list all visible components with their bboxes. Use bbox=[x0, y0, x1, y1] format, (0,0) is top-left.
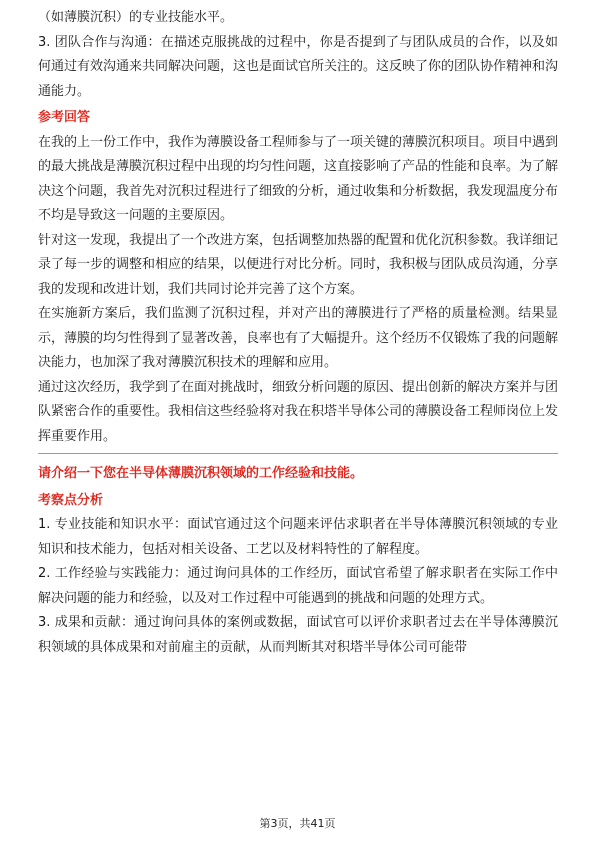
answer-paragraph: 针对这一发现，我提出了一个改进方案，包括调整加热器的配置和优化沉积参数。我详细记录了每一步的调整和相应的结果，以便进行对比分析。同时，我积极与团队成员沟通，分享我的发现和改进计划，我们共同讨论并完善了这个方案。 bbox=[38, 232, 559, 297]
interview-question: 请介绍一下您在半导体薄膜沉积领域的工作经验和技能。 bbox=[38, 466, 364, 481]
section-divider bbox=[38, 453, 558, 454]
page-content bbox=[38, 6, 558, 660]
reference-answer-heading: 参考回答 bbox=[38, 110, 91, 125]
paragraph-continued: （如薄膜沉积）的专业技能水平。 bbox=[38, 10, 234, 25]
analysis-point: 1. 专业技能和知识水平：面试官通过这个问题来评估求职者在半导体薄膜沉积领域的专业知识和技术能力，包括对相关设备、工艺以及材料特性的了解程度。 bbox=[38, 517, 558, 557]
answer-paragraph: 通过这次经历，我学到了在面对挑战时，细致分析问题的原因、提出创新的解决方案并与团队紧密合作的重要性。我相信这些经验将对我在积塔半导体公司的薄膜设备工程师岗位上发挥重要作用。 bbox=[38, 379, 559, 444]
answer-paragraph: 在实施新方案后，我们监测了沉积过程，并对产出的薄膜进行了严格的质量检测。结果显示，薄膜的均匀性得到了显著改善，良率也有了大幅提升。这个经历不仅锻炼了我的问题解决能力，也加深了我对薄膜沉积技术的理解和应用。 bbox=[38, 306, 559, 370]
analysis-point: 2. 工作经验与实践能力：通过询问具体的工作经历，面试官希望了解求职者在实际工作中解决问题的能力和经验，以及对工作过程中可能遇到的挑战和问题的处理方式。 bbox=[38, 566, 558, 606]
paragraph-teamwork-point: 3. 团队合作与沟通：在描述克服挑战的过程中，你是否提到了与团队成员的合作，以及如何通过有效沟通来共同解决问题，这也是面试官所关注的。这反映了你的团队协作精神和沟通能力。 bbox=[38, 34, 559, 99]
analysis-point: 3. 成果和贡献：通过询问具体的案例或数据，面试官可以评价求职者过去在半导体薄膜沉积领域的具体成果和对前雇主的贡献，从而判断其对积塔半导体公司可能带 bbox=[38, 615, 558, 655]
analysis-heading: 考察点分析 bbox=[38, 492, 104, 508]
answer-paragraph: 在我的上一份工作中，我作为薄膜设备工程师参与了一项关键的薄膜沉积项目。项目中遇到的最大挑战是薄膜沉积过程中出现的均匀性问题，这直接影响了产品的性能和良率。为了解决这个问题，我首先对沉积过程进行了细致的分析，通过收集和分析数据，我发现温度分布不均是导致这一问题的主要原因。 bbox=[38, 134, 559, 223]
page-number-footer: 第3页，共41页 bbox=[259, 817, 336, 830]
